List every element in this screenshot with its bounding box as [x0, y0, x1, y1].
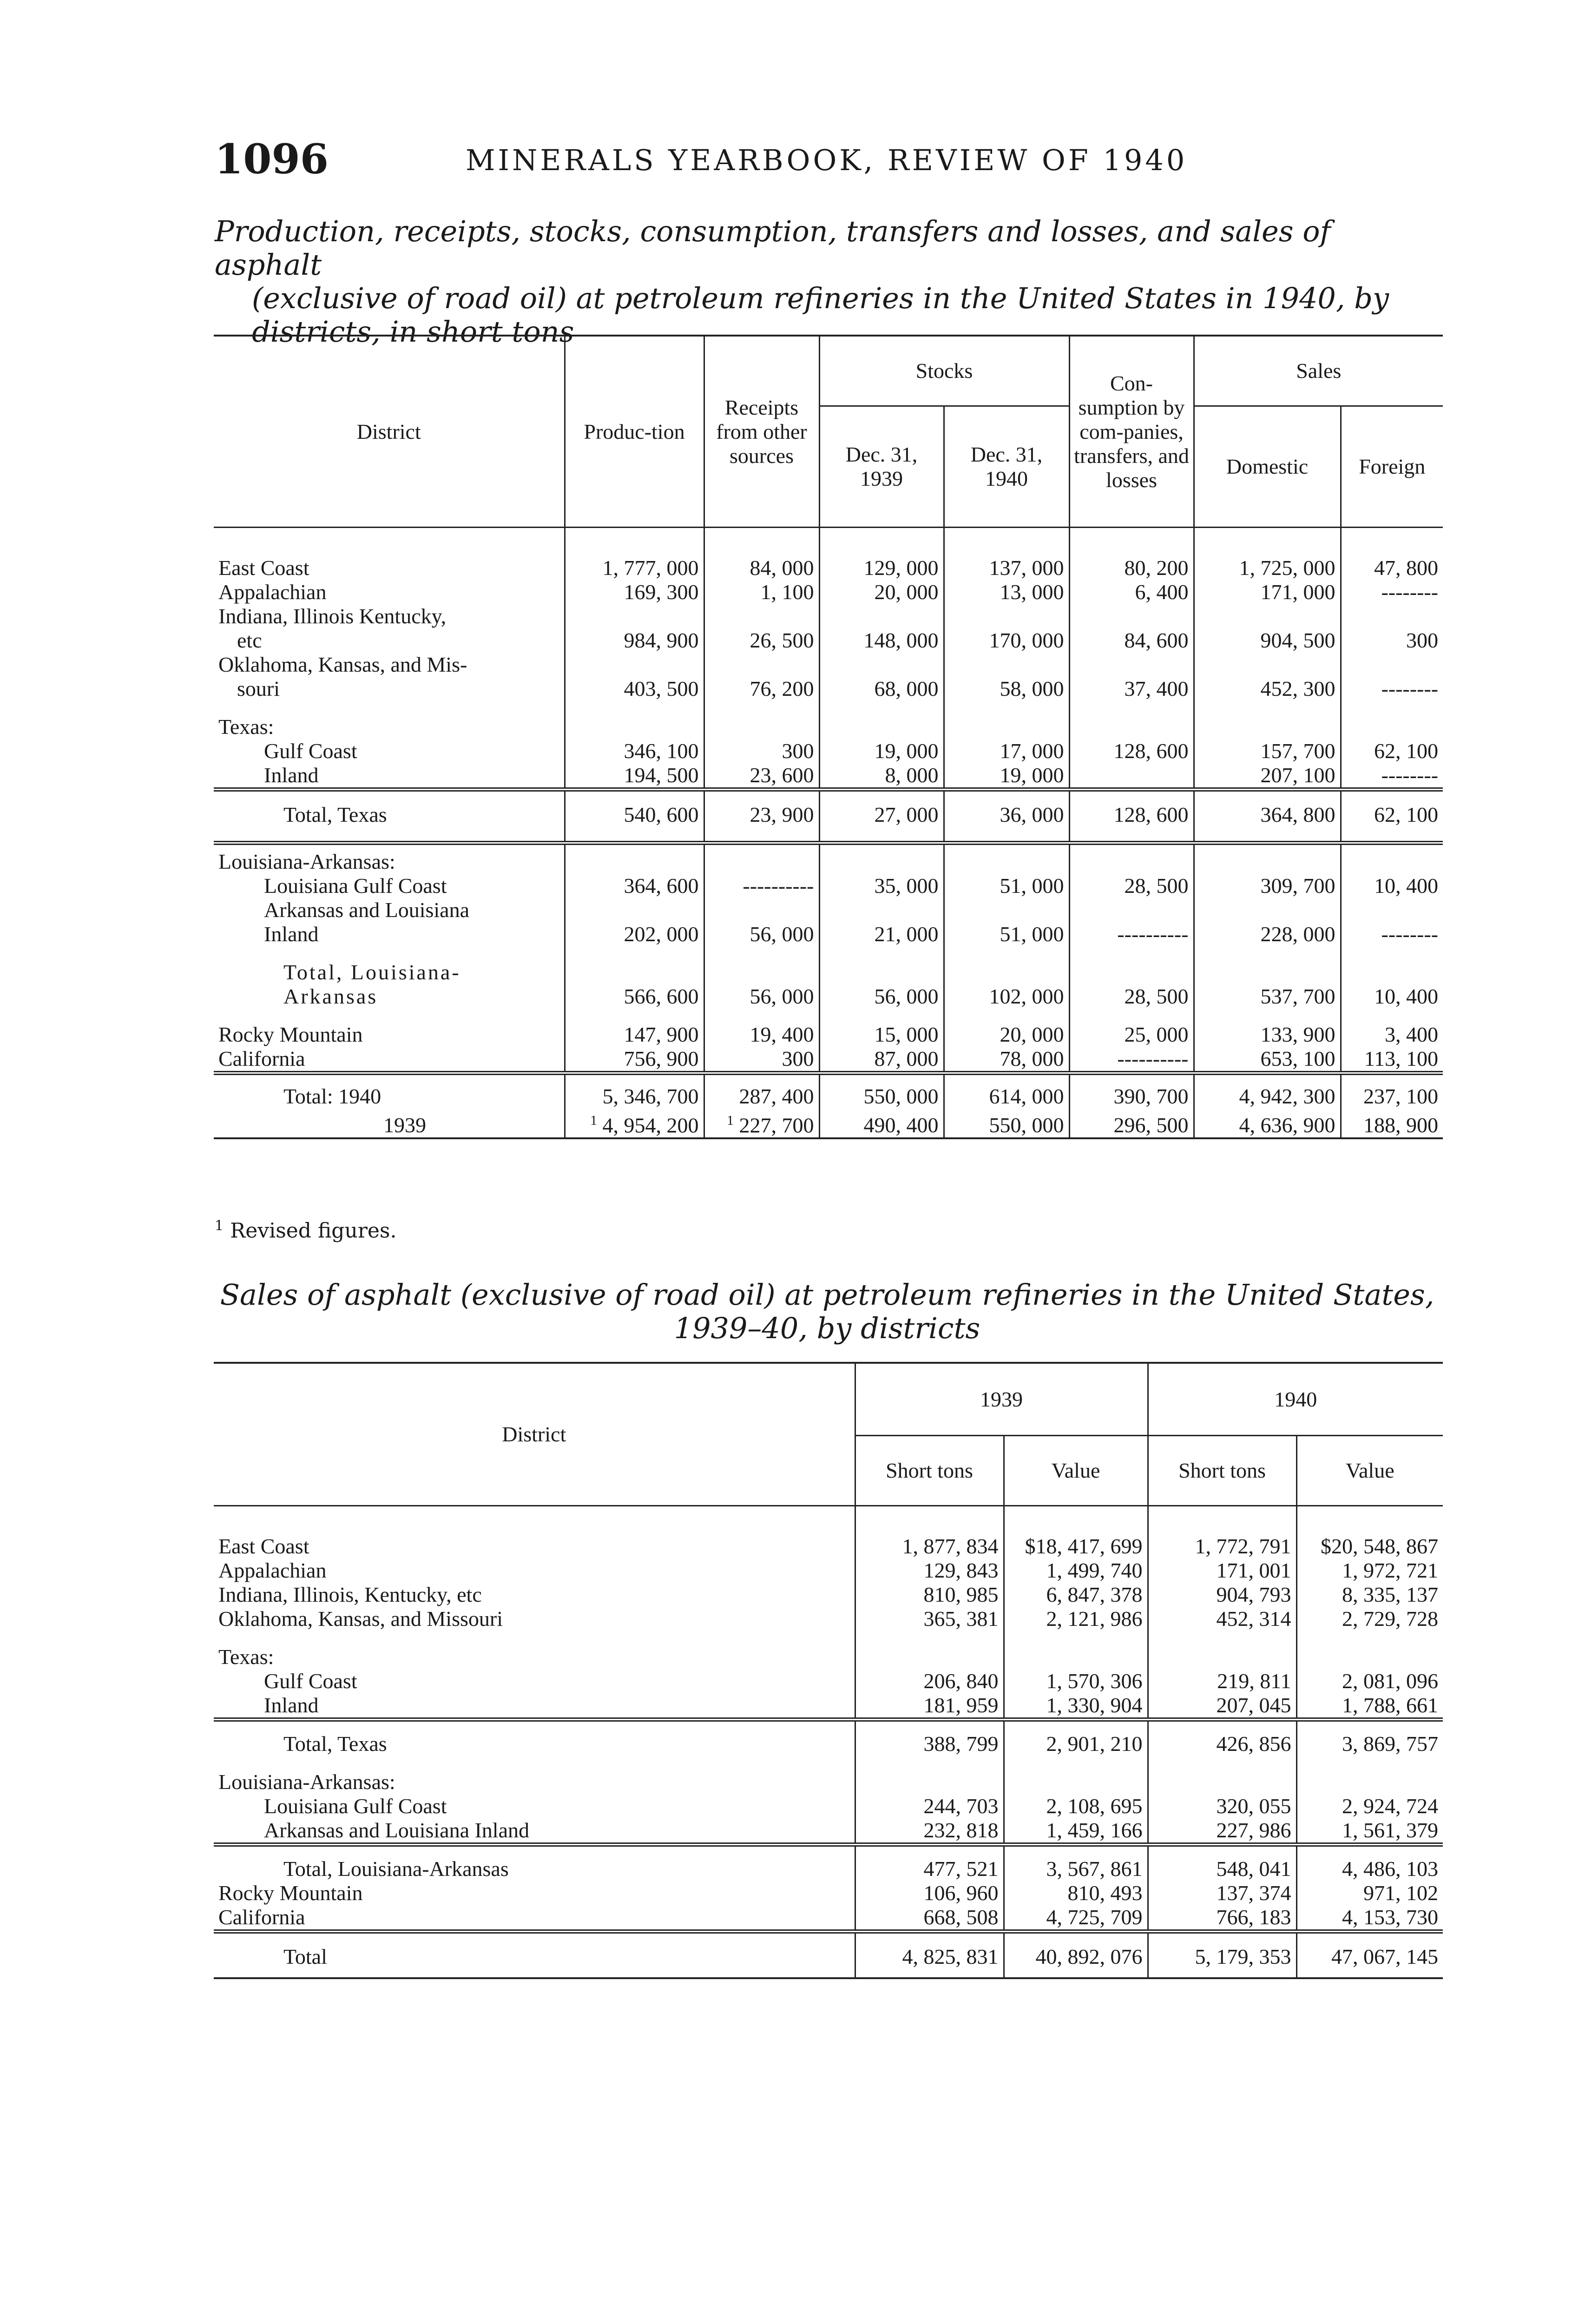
stocks-1939-value: 148, 000 [819, 604, 944, 653]
table-row [214, 1558, 1443, 1583]
footnote-text: Revised figures. [230, 1219, 397, 1243]
col-stocks-1940: Dec. 31, 1940 [944, 406, 1069, 528]
production-sales-table [214, 335, 1443, 1139]
district-name-line: souri [237, 677, 280, 700]
short-tons-1940: 766, 183 [1148, 1905, 1296, 1932]
production-value: 169, 300 [565, 580, 704, 604]
stocks-1940-value: 78, 000 [944, 1047, 1069, 1073]
short-tons-1940: 452, 314 [1148, 1607, 1296, 1631]
receipts-value: 19, 400 [704, 1023, 819, 1047]
total-row [214, 1109, 1443, 1138]
table1-caption [215, 215, 1441, 349]
district-name-line: Total, Louisiana- [283, 960, 461, 984]
district-name: Total [283, 1945, 327, 1968]
foreign-value: 188, 900 [1341, 1109, 1443, 1138]
stocks-1939-value: 19, 000 [819, 739, 944, 763]
col-stocks: Stocks [819, 336, 1069, 406]
consumption-value: ---------- [1069, 1047, 1194, 1073]
production-value [565, 1109, 704, 1138]
value-1939: 3, 567, 861 [1004, 1845, 1148, 1882]
short-tons-1940: 227, 986 [1148, 1818, 1296, 1845]
total-row [214, 1845, 1443, 1882]
production-value: 403, 500 [565, 653, 704, 701]
domestic-value: 4, 942, 300 [1194, 1073, 1341, 1109]
domestic-value: 452, 300 [1194, 653, 1341, 701]
short-tons-1940: 5, 179, 353 [1148, 1932, 1296, 1979]
domestic-value: 157, 700 [1194, 739, 1341, 763]
col-production: Produc-tion [565, 336, 704, 528]
group-label-louisiana-arkansas: Louisiana-Arkansas: [218, 850, 395, 873]
group-label-louisiana-arkansas: Louisiana-Arkansas: [218, 1770, 395, 1794]
spacer-row [214, 701, 1443, 715]
production-value: 194, 500 [565, 763, 704, 790]
stocks-1940-value: 13, 000 [944, 580, 1069, 604]
group-label-row [214, 1770, 1443, 1794]
consumption-value: 25, 000 [1069, 1023, 1194, 1047]
consumption-value: 128, 600 [1069, 739, 1194, 763]
production-value: 364, 600 [565, 874, 704, 898]
district-name: Appalachian [218, 1558, 327, 1582]
receipts-value: ---------- [704, 874, 819, 898]
district-name-line: Oklahoma, Kansas, and Mis- [218, 653, 467, 676]
domestic-value: 537, 700 [1194, 960, 1341, 1009]
consumption-value: 128, 600 [1069, 790, 1194, 827]
value-1939: 4, 725, 709 [1004, 1905, 1148, 1932]
stocks-1939-value: 35, 000 [819, 874, 944, 898]
spacer-row [214, 1009, 1443, 1023]
foreign-value: -------- [1341, 898, 1443, 946]
district-name-line: Indiana, Illinois Kentucky, [218, 604, 447, 628]
receipts-value: 56, 000 [704, 898, 819, 946]
production-value: 566, 600 [565, 960, 704, 1009]
table-row [214, 1023, 1443, 1047]
value-1939: 6, 847, 378 [1004, 1583, 1148, 1607]
col-stocks-1939: Dec. 31, 1939 [819, 406, 944, 528]
production-value: 1, 777, 000 [565, 556, 704, 580]
table-row [214, 739, 1443, 763]
group-label-texas: Texas: [218, 1645, 274, 1669]
receipts-value: 300 [704, 739, 819, 763]
district-name: Inland [264, 763, 319, 787]
col-district: District [214, 1363, 855, 1506]
spacer-row [214, 1631, 1443, 1645]
value-1940: 2, 924, 724 [1296, 1794, 1443, 1818]
stocks-1939-value: 56, 000 [819, 960, 944, 1009]
receipts-value: 84, 000 [704, 556, 819, 580]
footnote [215, 1218, 396, 1243]
table-row [214, 1818, 1443, 1845]
table-row [214, 763, 1443, 790]
domestic-value: 171, 000 [1194, 580, 1341, 604]
consumption-value: 6, 400 [1069, 580, 1194, 604]
value-1940: $20, 548, 867 [1296, 1534, 1443, 1558]
receipts-value: 1, 100 [704, 580, 819, 604]
consumption-value: 84, 600 [1069, 604, 1194, 653]
col-value-1939: Value [1004, 1436, 1148, 1506]
stocks-1940-value: 36, 000 [944, 790, 1069, 827]
production-value: 147, 900 [565, 1023, 704, 1047]
table-row [214, 1881, 1443, 1905]
domestic-value: 133, 900 [1194, 1023, 1341, 1047]
col-value-1940: Value [1296, 1436, 1443, 1506]
stocks-1940-value: 51, 000 [944, 898, 1069, 946]
production-value: 346, 100 [565, 739, 704, 763]
foreign-value: -------- [1341, 653, 1443, 701]
value-1939: 2, 108, 695 [1004, 1794, 1148, 1818]
district-name: East Coast [218, 556, 309, 580]
district-name: Total, Texas [283, 803, 387, 826]
stocks-1939-value: 21, 000 [819, 898, 944, 946]
stocks-1940-value: 137, 000 [944, 556, 1069, 580]
short-tons-1940: 904, 793 [1148, 1583, 1296, 1607]
value-1940: 3, 869, 757 [1296, 1720, 1443, 1756]
domestic-value: 364, 800 [1194, 790, 1341, 827]
domestic-value: 228, 000 [1194, 898, 1341, 946]
col-short-tons-1939: Short tons [855, 1436, 1004, 1506]
district-name: Gulf Coast [264, 739, 357, 763]
domestic-value: 653, 100 [1194, 1047, 1341, 1073]
footnote-ref: 1 [590, 1113, 597, 1128]
foreign-value: -------- [1341, 580, 1443, 604]
col-short-tons-1940: Short tons [1148, 1436, 1296, 1506]
district-name [214, 604, 565, 653]
district-name-line: Inland [264, 922, 319, 946]
table1-caption-line: Production, receipts, stocks, consumption, transfers and losses, and sales of asphalt [215, 214, 1331, 282]
short-tons-1939: 206, 840 [855, 1669, 1004, 1693]
district-name: California [218, 1905, 305, 1929]
consumption-value [1069, 763, 1194, 790]
district-name-line: Arkansas and Louisiana [264, 898, 469, 922]
receipts-value: 23, 900 [704, 790, 819, 827]
page-number: 1096 [215, 135, 329, 183]
value-1940: 1, 561, 379 [1296, 1818, 1443, 1845]
short-tons-1939: 365, 381 [855, 1607, 1004, 1631]
short-tons-1939: 244, 703 [855, 1794, 1004, 1818]
district-name: Total, Louisiana-Arkansas [283, 1857, 509, 1881]
value-1939: 810, 493 [1004, 1881, 1148, 1905]
group-label-texas: Texas: [218, 715, 274, 739]
production-value: 756, 900 [565, 1047, 704, 1073]
value-1940: 1, 788, 661 [1296, 1693, 1443, 1720]
col-district: District [214, 336, 565, 528]
short-tons-1940: 320, 055 [1148, 1794, 1296, 1818]
district-name: Rocky Mountain [218, 1881, 363, 1905]
group-label-row [214, 715, 1443, 739]
foreign-value: 10, 400 [1341, 874, 1443, 898]
value-1940: 2, 729, 728 [1296, 1607, 1443, 1631]
short-tons-1939: 106, 960 [855, 1881, 1004, 1905]
district-name: 1939 [383, 1113, 426, 1137]
district-name: Inland [264, 1693, 319, 1717]
domestic-value: 309, 700 [1194, 874, 1341, 898]
production-value: 202, 000 [565, 898, 704, 946]
consumption-value: 37, 400 [1069, 653, 1194, 701]
table2-caption-line: Sales of asphalt (exclusive of road oil) at petroleum refineries in the United States, [220, 1278, 1434, 1312]
value-1939: 1, 459, 166 [1004, 1818, 1148, 1845]
short-tons-1940: 548, 041 [1148, 1845, 1296, 1882]
col-domestic: Domestic [1194, 406, 1341, 528]
table-row [214, 898, 1443, 946]
stocks-1939-value: 550, 000 [819, 1073, 944, 1109]
spacer-row [214, 1506, 1443, 1535]
table-row [214, 653, 1443, 701]
district-name: Total, Texas [283, 1732, 387, 1756]
district-name: Gulf Coast [264, 1669, 357, 1693]
table-row [214, 580, 1443, 604]
value-1939: 40, 892, 076 [1004, 1932, 1148, 1979]
value-1940: 2, 081, 096 [1296, 1669, 1443, 1693]
short-tons-1939: 129, 843 [855, 1558, 1004, 1583]
receipts-value: 23, 600 [704, 763, 819, 790]
domestic-value: 904, 500 [1194, 604, 1341, 653]
foreign-value: -------- [1341, 763, 1443, 790]
stocks-1939-value: 20, 000 [819, 580, 944, 604]
value-1940: 4, 153, 730 [1296, 1905, 1443, 1932]
table-row [214, 1905, 1443, 1932]
value-1939: 2, 901, 210 [1004, 1720, 1148, 1756]
short-tons-1940: 1, 772, 791 [1148, 1534, 1296, 1558]
short-tons-1939: 181, 959 [855, 1693, 1004, 1720]
receipts-value: 76, 200 [704, 653, 819, 701]
short-tons-1939: 668, 508 [855, 1905, 1004, 1932]
consumption-value: 390, 700 [1069, 1073, 1194, 1109]
total-row [214, 1073, 1443, 1109]
table-row [214, 1534, 1443, 1558]
district-name: Appalachian [218, 580, 327, 604]
stocks-1940-value: 20, 000 [944, 1023, 1069, 1047]
group-label-row [214, 1645, 1443, 1669]
production-value: 984, 900 [565, 604, 704, 653]
value-1939: 1, 330, 904 [1004, 1693, 1148, 1720]
stocks-1939-value: 68, 000 [819, 653, 944, 701]
table-row [214, 1047, 1443, 1073]
receipts-value: 300 [704, 1047, 819, 1073]
short-tons-1940: 171, 001 [1148, 1558, 1296, 1583]
table2-caption [211, 1278, 1443, 1345]
short-tons-1940: 137, 374 [1148, 1881, 1296, 1905]
foreign-value: 3, 400 [1341, 1023, 1443, 1047]
table2-caption-line: 1939–40, by districts [674, 1311, 980, 1345]
district-name-line: Arkansas [283, 984, 378, 1008]
consumption-value: 296, 500 [1069, 1109, 1194, 1138]
short-tons-1940: 426, 856 [1148, 1720, 1296, 1756]
foreign-value: 62, 100 [1341, 739, 1443, 763]
value-1940: 47, 067, 145 [1296, 1932, 1443, 1979]
stocks-1940-value: 51, 000 [944, 874, 1069, 898]
domestic-value: 207, 100 [1194, 763, 1341, 790]
value-1939: 2, 121, 986 [1004, 1607, 1148, 1631]
stocks-1940-value: 58, 000 [944, 653, 1069, 701]
district-name: Louisiana Gulf Coast [264, 1794, 447, 1818]
stocks-1939-value: 87, 000 [819, 1047, 944, 1073]
short-tons-1939: 810, 985 [855, 1583, 1004, 1607]
short-tons-1940: 207, 045 [1148, 1693, 1296, 1720]
total-row [214, 790, 1443, 827]
value-1939: $18, 417, 699 [1004, 1534, 1148, 1558]
stocks-1939-value: 490, 400 [819, 1109, 944, 1138]
stocks-1940-value: 170, 000 [944, 604, 1069, 653]
col-1940: 1940 [1148, 1363, 1443, 1436]
running-head [215, 135, 1441, 186]
consumption-value: 28, 500 [1069, 960, 1194, 1009]
col-receipts: Receipts from other sources [704, 336, 819, 528]
value-1940: 1, 972, 721 [1296, 1558, 1443, 1583]
district-name [214, 898, 565, 946]
stocks-1939-value: 15, 000 [819, 1023, 944, 1047]
district-name [214, 960, 565, 1009]
foreign-value: 300 [1341, 604, 1443, 653]
header-row [214, 336, 1443, 406]
district-name: Arkansas and Louisiana Inland [264, 1818, 530, 1842]
district-name: Rocky Mountain [218, 1023, 363, 1046]
value-1939: 1, 570, 306 [1004, 1669, 1148, 1693]
stocks-1940-value: 19, 000 [944, 763, 1069, 790]
production-value: 540, 600 [565, 790, 704, 827]
consumption-value: 80, 200 [1069, 556, 1194, 580]
short-tons-1939: 1, 877, 834 [855, 1534, 1004, 1558]
foreign-value: 47, 800 [1341, 556, 1443, 580]
table-row [214, 556, 1443, 580]
col-1939: 1939 [855, 1363, 1148, 1436]
table-row [214, 1583, 1443, 1607]
total-row [214, 1932, 1443, 1979]
district-name: California [218, 1047, 305, 1070]
foreign-value: 10, 400 [1341, 960, 1443, 1009]
production-value: 5, 346, 700 [565, 1073, 704, 1109]
district-name: Louisiana Gulf Coast [264, 874, 447, 898]
receipts-value-text: 227, 700 [739, 1113, 814, 1137]
foreign-value: 62, 100 [1341, 790, 1443, 827]
col-foreign: Foreign [1341, 406, 1443, 528]
short-tons-1939: 4, 825, 831 [855, 1932, 1004, 1979]
table-row [214, 1669, 1443, 1693]
short-tons-1939: 477, 521 [855, 1845, 1004, 1882]
district-name: East Coast [218, 1534, 309, 1558]
table-row [214, 1794, 1443, 1818]
consumption-value: ---------- [1069, 898, 1194, 946]
foreign-value: 237, 100 [1341, 1073, 1443, 1109]
sales-table [214, 1362, 1443, 1979]
col-consumption: Con-sumption by com-panies, transfers, and losses [1069, 336, 1194, 528]
col-sales: Sales [1194, 336, 1443, 406]
table-row [214, 874, 1443, 898]
short-tons-1939: 388, 799 [855, 1720, 1004, 1756]
value-1939: 1, 499, 740 [1004, 1558, 1148, 1583]
table1-caption-line: (exclusive of road oil) at petroleum refineries in the United States in 1940, by [252, 281, 1389, 315]
table-row [214, 1693, 1443, 1720]
short-tons-1939: 232, 818 [855, 1818, 1004, 1845]
table-row [214, 604, 1443, 653]
receipts-value [704, 1109, 819, 1138]
district-name: Total: 1940 [283, 1084, 382, 1108]
stocks-1939-value: 129, 000 [819, 556, 944, 580]
running-title: MINERALS YEARBOOK, REVIEW OF 1940 [466, 143, 1188, 177]
spacer-row [214, 528, 1443, 556]
table-row [214, 1607, 1443, 1631]
value-1940: 8, 335, 137 [1296, 1583, 1443, 1607]
spacer-row [214, 827, 1443, 843]
production-value-text: 4, 954, 200 [602, 1113, 699, 1137]
group-label-row [214, 843, 1443, 874]
domestic-value: 1, 725, 000 [1194, 556, 1341, 580]
stocks-1940-value: 550, 000 [944, 1109, 1069, 1138]
footnote-mark: 1 [215, 1218, 224, 1234]
stocks-1939-value: 27, 000 [819, 790, 944, 827]
receipts-value: 26, 500 [704, 604, 819, 653]
district-name: Oklahoma, Kansas, and Missouri [218, 1607, 503, 1631]
spacer-row [214, 946, 1443, 960]
header-row [214, 1363, 1443, 1436]
domestic-value: 4, 636, 900 [1194, 1109, 1341, 1138]
district-name-line: etc [237, 628, 262, 652]
footnote-ref: 1 [727, 1113, 734, 1128]
table1-caption-line: districts, in short tons [252, 315, 574, 349]
stocks-1940-value: 102, 000 [944, 960, 1069, 1009]
value-1940: 971, 102 [1296, 1881, 1443, 1905]
stocks-1939-value: 8, 000 [819, 763, 944, 790]
value-1940: 4, 486, 103 [1296, 1845, 1443, 1882]
total-row [214, 960, 1443, 1009]
short-tons-1940: 219, 811 [1148, 1669, 1296, 1693]
district-name [214, 653, 565, 701]
stocks-1940-value: 614, 000 [944, 1073, 1069, 1109]
foreign-value: 113, 100 [1341, 1047, 1443, 1073]
stocks-1940-value: 17, 000 [944, 739, 1069, 763]
spacer-row [214, 1756, 1443, 1770]
receipts-value: 56, 000 [704, 960, 819, 1009]
district-name: Indiana, Illinois, Kentucky, etc [218, 1583, 482, 1606]
total-row [214, 1720, 1443, 1756]
consumption-value: 28, 500 [1069, 874, 1194, 898]
receipts-value: 287, 400 [704, 1073, 819, 1109]
